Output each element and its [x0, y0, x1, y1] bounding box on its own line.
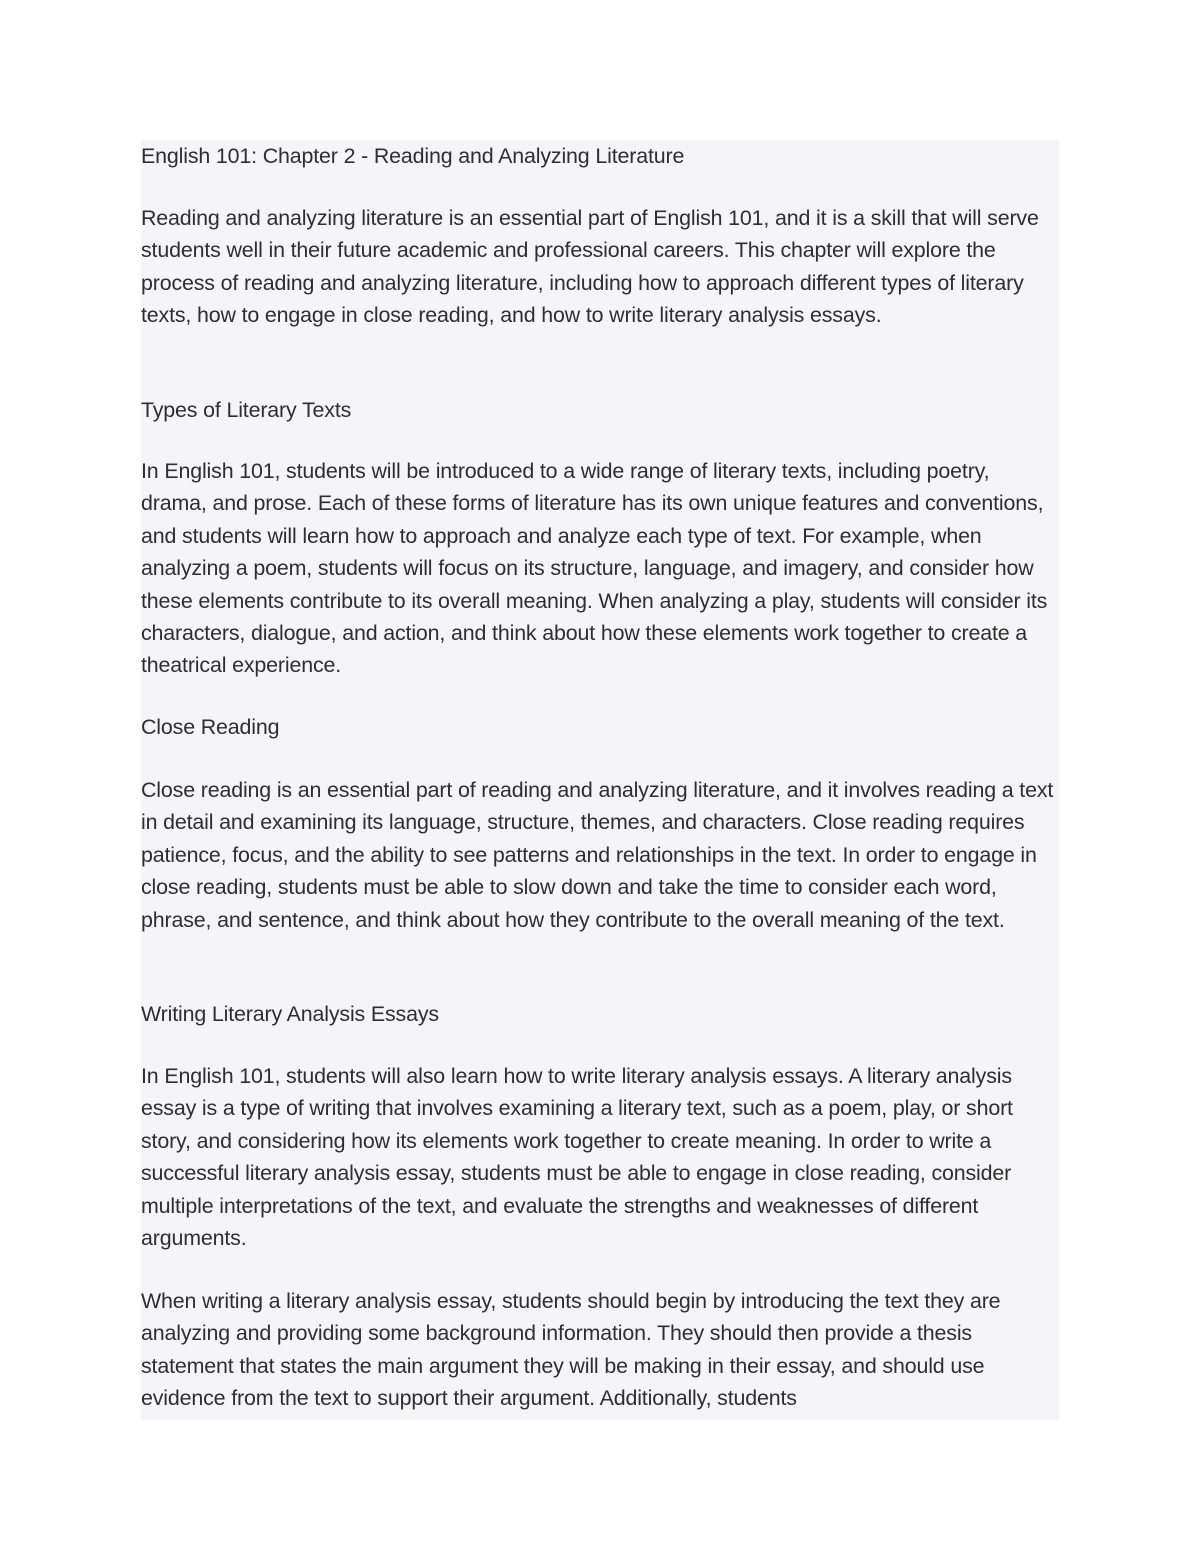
- section-heading-writing: Writing Literary Analysis Essays: [141, 1002, 439, 1026]
- section-writing-body-block-2: [141, 1285, 1059, 1415]
- section-close-body-block: [141, 774, 1059, 936]
- document-title: English 101: Chapter 2 - Reading and Analyzing Literature: [141, 144, 685, 168]
- section-paragraph-close-reading: Close reading is an essential part of reading and analyzing literature, and it involves reading a text in detail and examining its language, structure, themes, and characters. Close reading requires patience, focus, and the ability to see patterns and relationships in the text. In order to engage in close reading, students must be able to slow down and take the time to consider each word, phrase, and sentence, and think about how they contribute to the overall meaning of the text.: [141, 778, 1054, 932]
- section-heading-close-reading: Close Reading: [141, 715, 280, 739]
- section-paragraph-writing-2: When writing a literary analysis essay, students should begin by introducing the text they are analyzing and providing some background information. They should then provide a thesis statement that states the main argument they will be making in their essay, and should use evidence from the text to support their argument. Additionally, students: [141, 1289, 1001, 1411]
- section-writing-heading-block: [141, 998, 1059, 1030]
- section-paragraph-types: In English 101, students will be introduced to a wide range of literary texts, including poetry, drama, and prose. Each of these forms of literature has its own unique features and conventions, and students will learn how to approach and analyze each type of text. For example, when analyzing a poem, students will focus on its structure, language, and imagery, and consider how these elements contribute to its overall meaning. When analyzing a play, students will consider its characters, dialogue, and action, and think about how these elements work together to create a theatrical experience.: [141, 459, 1048, 678]
- section-heading-types: Types of Literary Texts: [141, 398, 352, 422]
- section-paragraph-writing-1: In English 101, students will also learn how to write literary analysis essays. A literary analysis essay is a type of writing that involves examining a literary text, such as a poem, play, or short story, and considering how its elements work together to create meaning. In order to write a successful literary analysis essay, students must be able to engage in close reading, consider multiple interpretations of the text, and evaluate the strengths and weaknesses of different arguments.: [141, 1064, 1013, 1251]
- intro-block: [141, 202, 1059, 332]
- section-types-body-block: [141, 455, 1059, 682]
- section-close-heading-block: [141, 711, 1059, 743]
- section-writing-body-block-1: [141, 1060, 1059, 1254]
- document-title-block: [141, 140, 1059, 172]
- section-types-heading-block: [141, 394, 1059, 426]
- document-content: [141, 140, 1059, 1420]
- intro-paragraph: Reading and analyzing literature is an essential part of English 101, and it is a skill that will serve students well in their future academic and professional careers. This chapter will explore the process of reading and analyzing literature, including how to approach different types of literary texts, how to engage in close reading, and how to write literary analysis essays.: [141, 206, 1039, 328]
